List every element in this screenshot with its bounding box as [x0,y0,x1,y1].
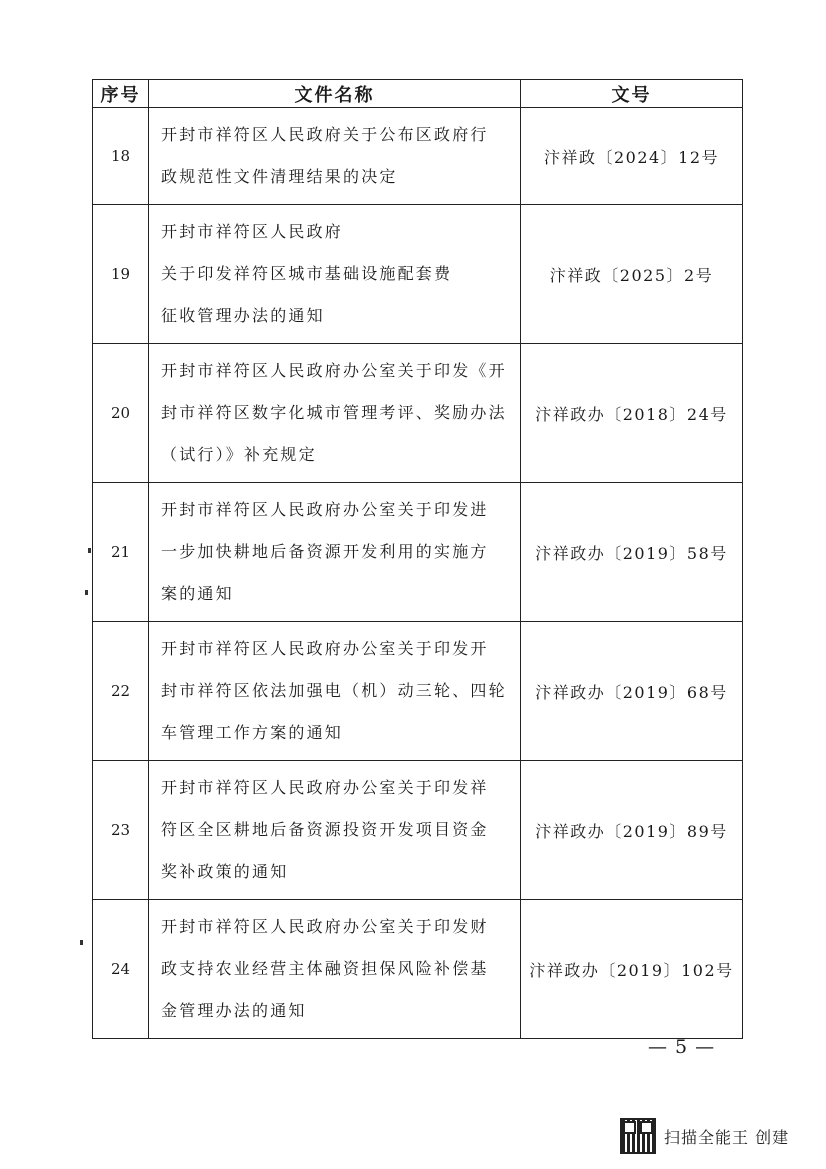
header-ref: 文号 [521,80,743,108]
document-reference-number: 汴祥政办〔2019〕68号 [521,622,743,761]
document-reference-number: 汴祥政办〔2019〕89号 [521,761,743,900]
document-reference-number: 汴祥政办〔2019〕58号 [521,483,743,622]
document-title-line: 开封市祥符区人民政府办公室关于印发开 [161,639,489,658]
document-title [149,900,521,1039]
document-title-line: 案的通知 [161,584,234,603]
document-title-line: 开封市祥符区人民政府 [161,222,344,241]
scanner-watermark [620,1116,789,1156]
document-title-line: 奖补政策的通知 [161,862,289,881]
document-title-line: 政支持农业经营主体融资担保风险补偿基 [161,959,489,978]
document-title-line: 开封市祥符区人民政府办公室关于印发祥 [161,778,489,797]
document-title-line: 开封市祥符区人民政府办公室关于印发进 [161,500,489,519]
row-number: 24 [93,900,149,1039]
document-title [149,622,521,761]
document-title [149,344,521,483]
document-reference-number: 汴祥政〔2025〕2号 [521,205,743,344]
table-row [93,900,743,1039]
table-header-row [93,80,743,108]
document-title [149,761,521,900]
document-title [149,483,521,622]
row-number: 22 [93,622,149,761]
row-number: 21 [93,483,149,622]
document-reference-number: 汴祥政〔2024〕12号 [521,108,743,205]
page-number: — 5 — [648,1036,716,1058]
header-title: 文件名称 [149,80,521,108]
table-row [93,761,743,900]
document-title-line: 政规范性文件清理结果的决定 [161,167,398,186]
document-reference-number: 汴祥政办〔2018〕24号 [521,344,743,483]
document-title-line: 关于印发祥符区城市基础设施配套费 [161,264,453,283]
table-row [93,622,743,761]
row-number: 20 [93,344,149,483]
document-title-line: 金管理办法的通知 [161,1001,307,1020]
table-row [93,344,743,483]
document-title-line: 开封市祥符区人民政府办公室关于印发《开 [161,361,507,380]
scan-mark [85,590,88,595]
table-row [93,483,743,622]
document-title-line: 封市祥符区数字化城市管理考评、奖励办法 [161,403,507,422]
table-row [93,108,743,205]
document-title-line: 封市祥符区依法加强电（机）动三轮、四轮 [161,681,507,700]
header-no: 序号 [93,80,149,108]
document-title-line: 开封市祥符区人民政府办公室关于印发财 [161,917,489,936]
document-table [92,79,743,1039]
document-title-line: 开封市祥符区人民政府关于公布区政府行 [161,125,489,144]
document-title-line: 一步加快耕地后备资源开发利用的实施方 [161,542,489,561]
document-title [149,205,521,344]
qr-code-icon [620,1118,656,1154]
document-title-line: （试行）》补充规定 [161,445,317,464]
table-row [93,205,743,344]
document-title [149,108,521,205]
document-title-line: 符区全区耕地后备资源投资开发项目资金 [161,820,489,839]
scan-mark [80,940,83,945]
document-title-line: 车管理工作方案的通知 [161,723,344,742]
scan-mark [88,548,91,553]
document-title-line: 征收管理办法的通知 [161,306,325,325]
row-number: 19 [93,205,149,344]
document-reference-number: 汴祥政办〔2019〕102号 [521,900,743,1039]
watermark-text: 扫描全能王 创建 [664,1127,790,1147]
row-number: 18 [93,108,149,205]
row-number: 23 [93,761,149,900]
